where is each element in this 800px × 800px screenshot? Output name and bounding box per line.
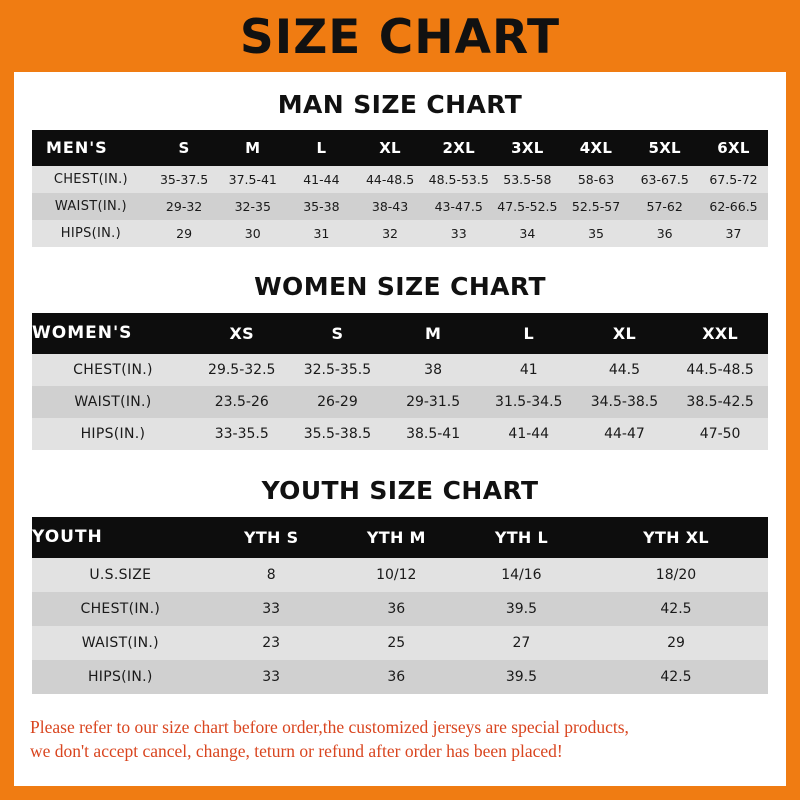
cell: 10/12: [376, 567, 417, 583]
column-header: 3XL: [511, 138, 544, 157]
cell: 36: [387, 601, 406, 617]
column-header: XL: [379, 138, 401, 157]
table-header-row: [32, 130, 768, 166]
row-label: HIPS(IN.): [80, 426, 146, 442]
row-label: CHEST(IN.): [73, 362, 153, 378]
cell: 26-29: [317, 394, 358, 410]
cell: 25: [387, 635, 406, 651]
cell: 14/16: [501, 567, 542, 583]
cell: 67.5-72: [709, 172, 758, 187]
cell: 44-47: [604, 426, 645, 442]
column-header: YTH S: [243, 527, 299, 547]
cell: 57-62: [646, 199, 683, 214]
cell: 62-66.5: [709, 199, 758, 214]
cell: 29-32: [165, 199, 203, 214]
cell: 32: [382, 226, 399, 241]
cell: 18/20: [655, 567, 697, 583]
cell: 29.5-32.5: [208, 362, 276, 378]
column-header: S: [178, 138, 190, 157]
cell: 42.5: [660, 669, 692, 685]
column-header: S: [331, 323, 344, 343]
column-header: XXL: [702, 323, 739, 343]
column-header: M: [245, 138, 261, 157]
bottom-band: [0, 786, 800, 800]
cell: 32.5-35.5: [303, 362, 372, 378]
footnote-line-1: Please refer to our size chart before order,the customized jerseys are special products,: [30, 717, 629, 737]
section-title-women: WOMEN SIZE CHART: [254, 272, 546, 301]
section-title-youth: YOUTH SIZE CHART: [261, 476, 539, 505]
table-row: [32, 592, 768, 626]
column-header: L: [523, 323, 534, 343]
table-header-row: [32, 517, 768, 558]
cell: 36: [387, 669, 406, 685]
cell: 52.5-57: [571, 199, 621, 214]
section-title-men: MAN SIZE CHART: [277, 90, 523, 119]
row-label: WAIST(IN.): [81, 635, 159, 651]
cell: 33: [262, 601, 281, 617]
column-header: YTH XL: [643, 527, 709, 547]
page-title: SIZE CHART: [239, 9, 561, 65]
table-row: [32, 660, 768, 694]
cell: 34.5-38.5: [590, 394, 659, 410]
cell: 35-37.5: [159, 172, 209, 187]
cell: 38: [424, 362, 442, 378]
cell: 58-63: [577, 172, 615, 187]
cell: 41-44: [303, 172, 340, 187]
row-label: U.S.SIZE: [89, 567, 152, 583]
table-header-row: [32, 313, 768, 354]
cell: 48.5-53.5: [428, 172, 489, 187]
column-header: L: [316, 138, 327, 157]
cell: 44.5: [608, 362, 641, 378]
column-header: 5XL: [648, 138, 681, 157]
cell: 47.5-52.5: [497, 199, 558, 214]
cell: 39.5: [505, 601, 537, 617]
footnote: [30, 716, 770, 763]
cell: 42.5: [660, 601, 692, 617]
cell: 63-67.5: [640, 172, 689, 187]
table-row: [32, 354, 768, 386]
column-header: 2XL: [442, 138, 475, 157]
cell: 29: [667, 635, 685, 651]
cell: 37: [725, 226, 742, 241]
row-label: HIPS(IN.): [60, 226, 121, 241]
cell: 31: [313, 226, 330, 241]
cell: 47-50: [699, 426, 741, 442]
section-women: [14, 272, 786, 450]
cell: 38-43: [371, 199, 409, 214]
cell: 36: [656, 226, 673, 241]
table-men: [32, 130, 768, 247]
cell: 38.5-42.5: [686, 394, 754, 410]
table-row: [32, 626, 768, 660]
cell: 43-47.5: [434, 199, 483, 214]
table-women: [32, 313, 768, 450]
corner-label: MEN'S: [46, 138, 108, 157]
cell: 35: [588, 226, 604, 241]
cell: 39.5: [505, 669, 537, 685]
cell: 41: [519, 362, 538, 378]
row-label: WAIST(IN.): [74, 394, 152, 410]
table-youth: [32, 517, 768, 694]
cell: 30: [244, 226, 261, 241]
table-row: [32, 418, 768, 450]
table-row: [32, 558, 768, 592]
header-band: [0, 0, 800, 72]
column-header: YTH L: [494, 527, 548, 547]
table-row: [32, 193, 768, 220]
cell: 35.5-38.5: [303, 426, 372, 442]
cell: 38.5-41: [406, 426, 461, 442]
cell: 23.5-26: [214, 394, 269, 410]
cell: 29: [176, 226, 193, 241]
table-row: [32, 166, 768, 193]
row-label: HIPS(IN.): [87, 669, 153, 685]
cell: 34: [519, 226, 536, 241]
cell: 29-31.5: [406, 394, 461, 410]
cell: 37.5-41: [228, 172, 277, 187]
cell: 35-38: [303, 199, 340, 214]
cell: 8: [266, 567, 276, 583]
column-header: XS: [229, 323, 254, 343]
row-label: WAIST(IN.): [54, 199, 127, 214]
table-row: [32, 386, 768, 418]
cell: 23: [262, 635, 281, 651]
cell: 41-44: [508, 426, 550, 442]
column-header: 6XL: [717, 138, 750, 157]
cell: 32-35: [234, 199, 271, 214]
cell: 53.5-58: [503, 172, 552, 187]
cell: 31.5-34.5: [495, 394, 563, 410]
row-label: CHEST(IN.): [80, 601, 161, 617]
cell: 44.5-48.5: [686, 362, 754, 378]
cell: 33-35.5: [214, 426, 269, 442]
corner-label: WOMEN'S: [32, 323, 133, 343]
corner-label: YOUTH: [32, 527, 103, 547]
cell: 44-48.5: [365, 172, 415, 187]
row-label: CHEST(IN.): [53, 172, 128, 187]
cell: 33: [262, 669, 281, 685]
section-youth: [14, 476, 786, 694]
cell: 27: [512, 635, 531, 651]
table-row: [32, 220, 768, 247]
column-header: XL: [612, 323, 636, 343]
column-header: YTH M: [366, 527, 426, 547]
cell: 33: [450, 226, 467, 241]
footnote-line-2: we don't accept cancel, change, teturn or refund after order has been placed!: [30, 740, 563, 761]
column-header: 4XL: [579, 138, 613, 157]
column-header: M: [424, 323, 442, 343]
section-men: [14, 90, 786, 247]
